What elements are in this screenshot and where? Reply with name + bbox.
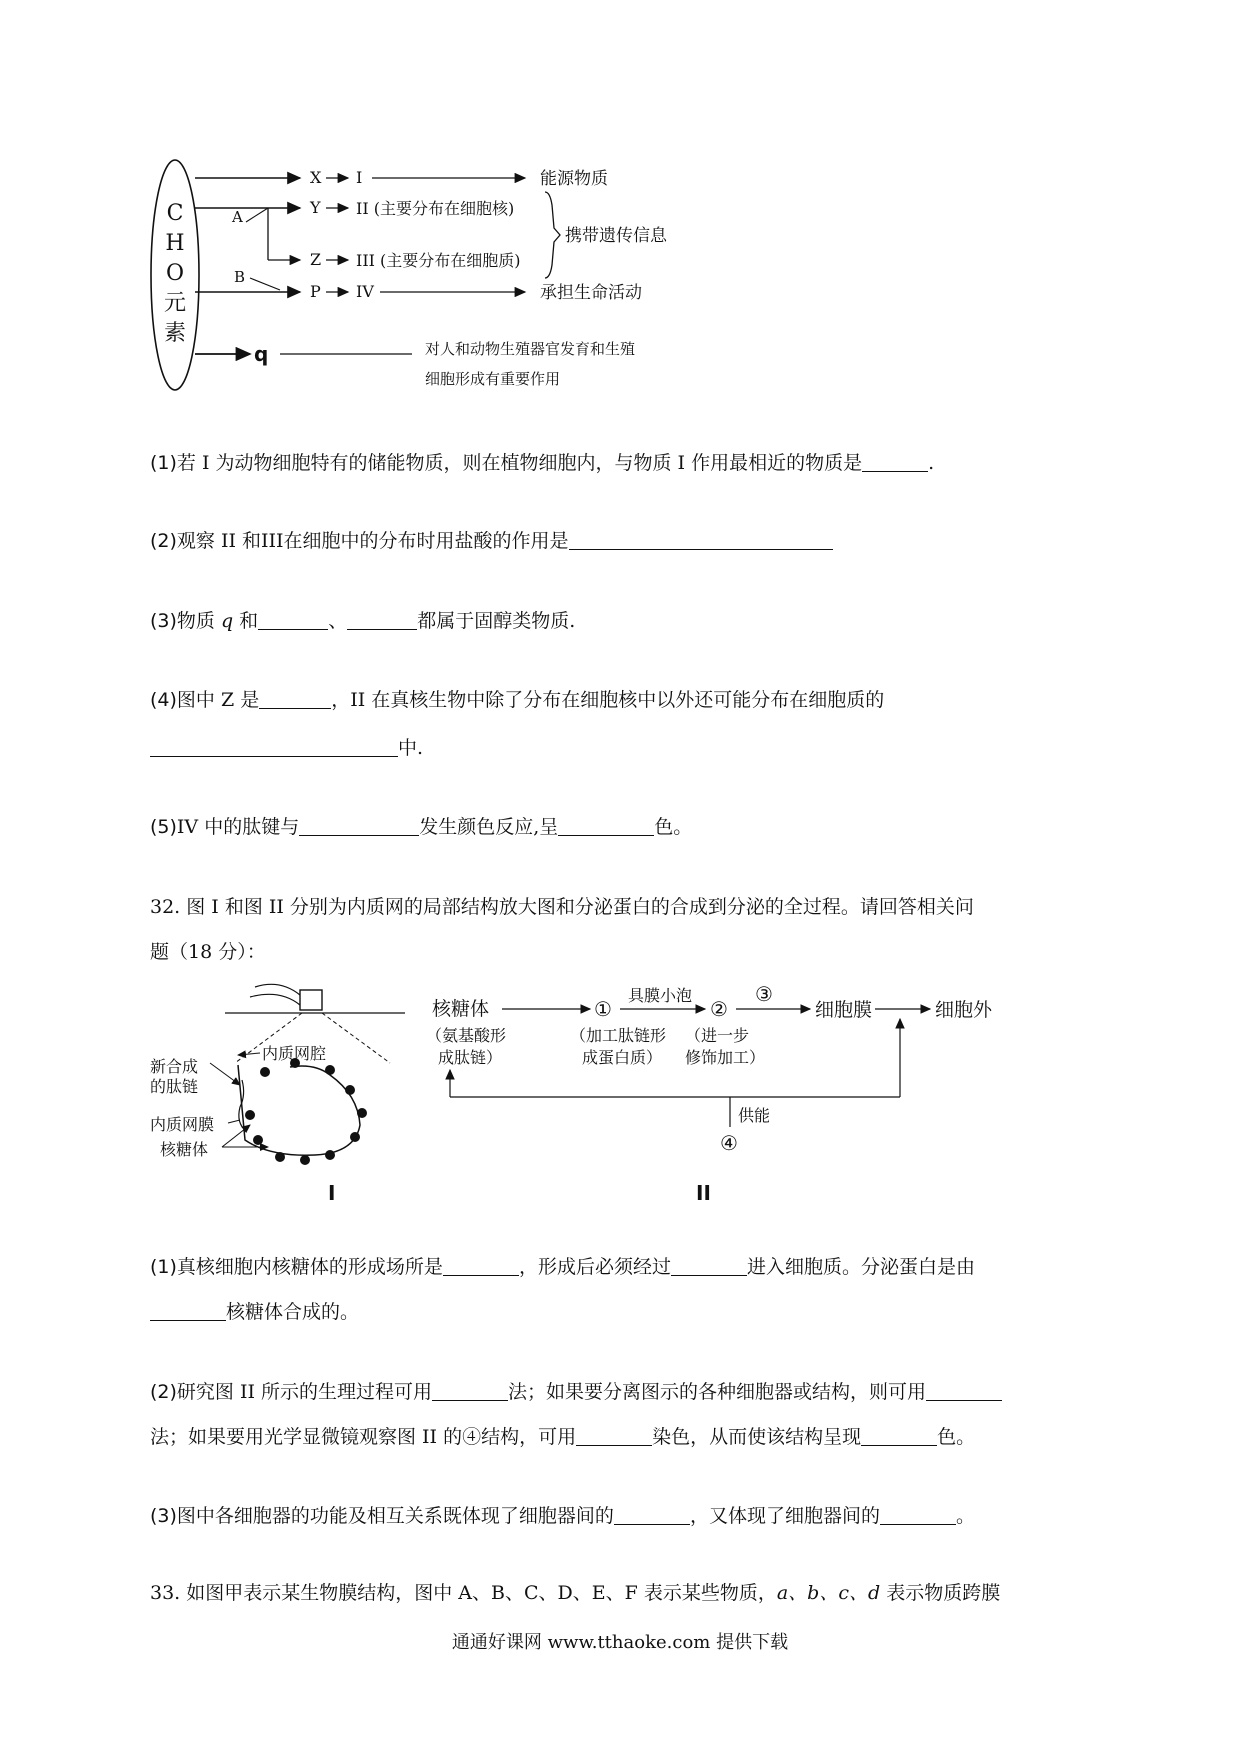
label-z: Z [310, 250, 322, 269]
label-new-peptide-2: 的肽链 [150, 1077, 199, 1096]
label-b: B [234, 268, 246, 286]
flow-ribosome-note1: （氨基酸形 [426, 1026, 507, 1045]
flow-note1-line1: （加工肽链形 [570, 1026, 667, 1045]
q31-2-text: 观察 II 和III在细胞中的分布时用盐酸的作用是 [176, 530, 569, 552]
q32-3-text-b: ，又体现了细胞器间的 [689, 1505, 880, 1527]
q32-1-tail: 核糖体合成的。 [226, 1301, 360, 1323]
q32-2-line2-a: 法；如果要用光学显微镜观察图 II 的④结构，可用 [150, 1426, 577, 1448]
q33-intro [150, 1578, 1098, 1608]
flow-note2-line1: （进一步 [685, 1026, 750, 1045]
q31-part2 [150, 526, 1098, 556]
q31-1-text: 若 I 为动物细胞特有的储能物质，则在植物细胞内，与物质 I 作用最相近的物质是 [176, 452, 863, 474]
q31-part4 [150, 685, 1098, 715]
answer-blank-q31-5b[interactable] [558, 815, 654, 836]
answer-blank-q32-3b[interactable] [880, 1504, 956, 1525]
answer-blank-q31-2[interactable] [569, 529, 833, 550]
q31-4-tail: 中. [398, 737, 424, 759]
cho-element-diagram [150, 150, 770, 405]
q32-part1-line2 [150, 1297, 1098, 1327]
q31-5-text-b: 发生颜色反应,呈 [419, 816, 559, 838]
element-o: O [165, 261, 185, 286]
hand-sketch [250, 984, 300, 1005]
answer-blank-q32-2c[interactable] [576, 1425, 652, 1446]
answer-blank-q31-3b[interactable] [347, 609, 417, 630]
label-er-membrane: 内质网膜 [150, 1115, 215, 1134]
q32-3-text-a: 图中各细胞器的功能及相互关系既体现了细胞器间的 [176, 1505, 614, 1527]
element-c: C [166, 201, 184, 226]
label-p: P [310, 282, 321, 301]
q33-vars: a、b、c、d [776, 1582, 881, 1604]
answer-blank-q31-1[interactable] [862, 451, 928, 472]
q32-1-text-b: ，形成后必须经过 [518, 1256, 671, 1278]
q32-3-num: (3) [150, 1505, 177, 1527]
flow-circle-4: ④ [720, 1131, 738, 1155]
pointer-ribosome-1 [222, 1125, 250, 1147]
answer-blank-q31-4a[interactable] [259, 688, 331, 709]
label-iii-cytoplasm: III (主要分布在细胞质) [356, 251, 521, 270]
answer-blank-q32-2b[interactable] [926, 1380, 1002, 1401]
q32-1-text-c: 进入细胞质。分泌蛋白是由 [746, 1256, 975, 1278]
label-i: I [356, 168, 363, 187]
label-q: q [254, 342, 269, 366]
label-fig2: II [696, 1181, 711, 1205]
label-ii-nucleus: II (主要分布在细胞核) [356, 199, 515, 218]
pointer-new-peptide [210, 1063, 240, 1085]
q31-4-text-b: ，II 在真核生物中除了分布在细胞核中以外还可能分布在细胞质的 [331, 689, 885, 711]
element-yuan: 元 [163, 291, 187, 316]
dash-right [322, 1013, 390, 1063]
cho-ellipse-label [164, 201, 186, 346]
q32-2-tail: 色。 [937, 1426, 976, 1448]
flow-note2-line2: 修饰加工） [685, 1048, 766, 1067]
label-x: X [310, 168, 322, 187]
q31-5-text-a: IV 中的肽键与 [176, 816, 300, 838]
q32-part3 [150, 1501, 1098, 1531]
flow-vesicle: 具膜小泡 [628, 986, 693, 1005]
flow-outside: 细胞外 [935, 999, 993, 1021]
answer-blank-q31-5a[interactable] [299, 815, 419, 836]
flow-energy: 供能 [738, 1106, 771, 1125]
line-a-pointer [246, 208, 268, 222]
q31-1-tail: . [928, 452, 935, 474]
flow-ribosome: 核糖体 [432, 998, 490, 1020]
q31-3-text-b: 和 [233, 610, 259, 632]
label-life-activity: 承担生命活动 [540, 283, 642, 303]
q31-5-num: (5) [150, 816, 177, 838]
label-fig1: I [328, 1181, 336, 1205]
q32-part1 [150, 1252, 1098, 1282]
answer-blank-q31-4b[interactable] [150, 736, 398, 757]
q32-2-num: (2) [150, 1381, 177, 1403]
q31-3-num: (3) [150, 610, 177, 632]
label-iv: IV [356, 282, 374, 301]
q33-text-b: 表示物质跨膜 [880, 1582, 1001, 1604]
er-secretion-diagram [150, 975, 1040, 1205]
fig2-secretion-flow [426, 982, 993, 1205]
answer-blank-q32-2d[interactable] [861, 1425, 937, 1446]
q31-1-num: (1) [150, 452, 177, 474]
q31-2-num: (2) [150, 530, 177, 552]
q31-3-sep: 、 [328, 610, 348, 632]
label-new-peptide-1: 新合成 [150, 1057, 199, 1076]
label-ribosome-fig1: 核糖体 [160, 1140, 209, 1159]
pointer-membrane [228, 1120, 240, 1123]
q31-3-var-q: q [220, 610, 234, 632]
answer-blank-q32-3a[interactable] [614, 1504, 690, 1525]
flow-ribosome-note2: 成肽链） [438, 1048, 503, 1067]
fig1-er-structure [150, 984, 405, 1205]
answer-blank-q32-1b[interactable] [671, 1255, 747, 1276]
flow-circle-1: ① [594, 997, 612, 1021]
q31-3-text-a: 物质 [176, 610, 221, 632]
q32-3-tail: 。 [955, 1505, 975, 1527]
label-y: Y [310, 198, 321, 217]
q31-part1 [150, 448, 1098, 478]
label-q-note-line1: 对人和动物生殖器官发育和生殖 [425, 340, 636, 358]
q31-part5 [150, 812, 1098, 842]
answer-blank-q32-1a[interactable] [443, 1255, 519, 1276]
q32-2-text-b: 法；如果要分离图示的各种细胞器或结构，则可用 [508, 1381, 927, 1403]
q32-2-text-a: 研究图 II 所示的生理过程可用 [176, 1381, 433, 1403]
q32-part2 [150, 1377, 1098, 1407]
answer-blank-q31-3a[interactable] [258, 609, 328, 630]
q32-1-text-a: 真核细胞内核糖体的形成场所是 [176, 1256, 443, 1278]
q31-5-tail: 色。 [654, 816, 693, 838]
label-energy-substance: 能源物质 [540, 169, 608, 189]
flow-circle-2: ② [710, 997, 728, 1021]
brace-genetic [545, 192, 560, 278]
q32-intro-line1: 32. 图 I 和图 II 分别为内质网的局部结构放大图和分泌蛋白的合成到分泌的全过程。请回答相关问 [150, 896, 974, 918]
q32-intro-line2: 题（18 分）： [150, 941, 266, 963]
label-q-note-line2: 细胞形成有重要作用 [425, 370, 561, 388]
q32-1-num: (1) [150, 1256, 177, 1278]
flow-cell-membrane: 细胞膜 [815, 999, 873, 1021]
answer-blank-q32-1c[interactable] [150, 1300, 226, 1321]
q31-4-num: (4) [150, 689, 177, 711]
pointer-lumen [238, 1053, 260, 1055]
label-carry-genetic-info: 携带遗传信息 [565, 226, 667, 246]
element-su: 素 [163, 321, 187, 346]
q32-part2-line2 [150, 1422, 1098, 1452]
q31-part4-line2 [150, 733, 1098, 763]
line-b-pointer [250, 278, 280, 290]
q31-4-text-a: 图中 Z 是 [176, 689, 260, 711]
q32-2-line2-b: 染色，从而使该结构呈现 [652, 1426, 862, 1448]
flow-circle-3: ③ [755, 982, 773, 1006]
q31-part3 [150, 606, 1098, 636]
element-h: H [165, 231, 185, 256]
label-a: A [232, 208, 243, 226]
page-footer: 通通好课网 www.tthaoke.com 提供下载 [451, 1632, 789, 1653]
er-box-top [300, 990, 322, 1010]
label-er-lumen: 内质网腔 [262, 1044, 327, 1063]
q31-3-tail: 都属于固醇类物质. [417, 610, 576, 632]
answer-blank-q32-2a[interactable] [432, 1380, 508, 1401]
flow-note1-line2: 成蛋白质） [582, 1048, 663, 1067]
q33-text-a: 33. 如图甲表示某生物膜结构，图中 A、B、C、D、E、F 表示某些物质， [150, 1582, 777, 1604]
